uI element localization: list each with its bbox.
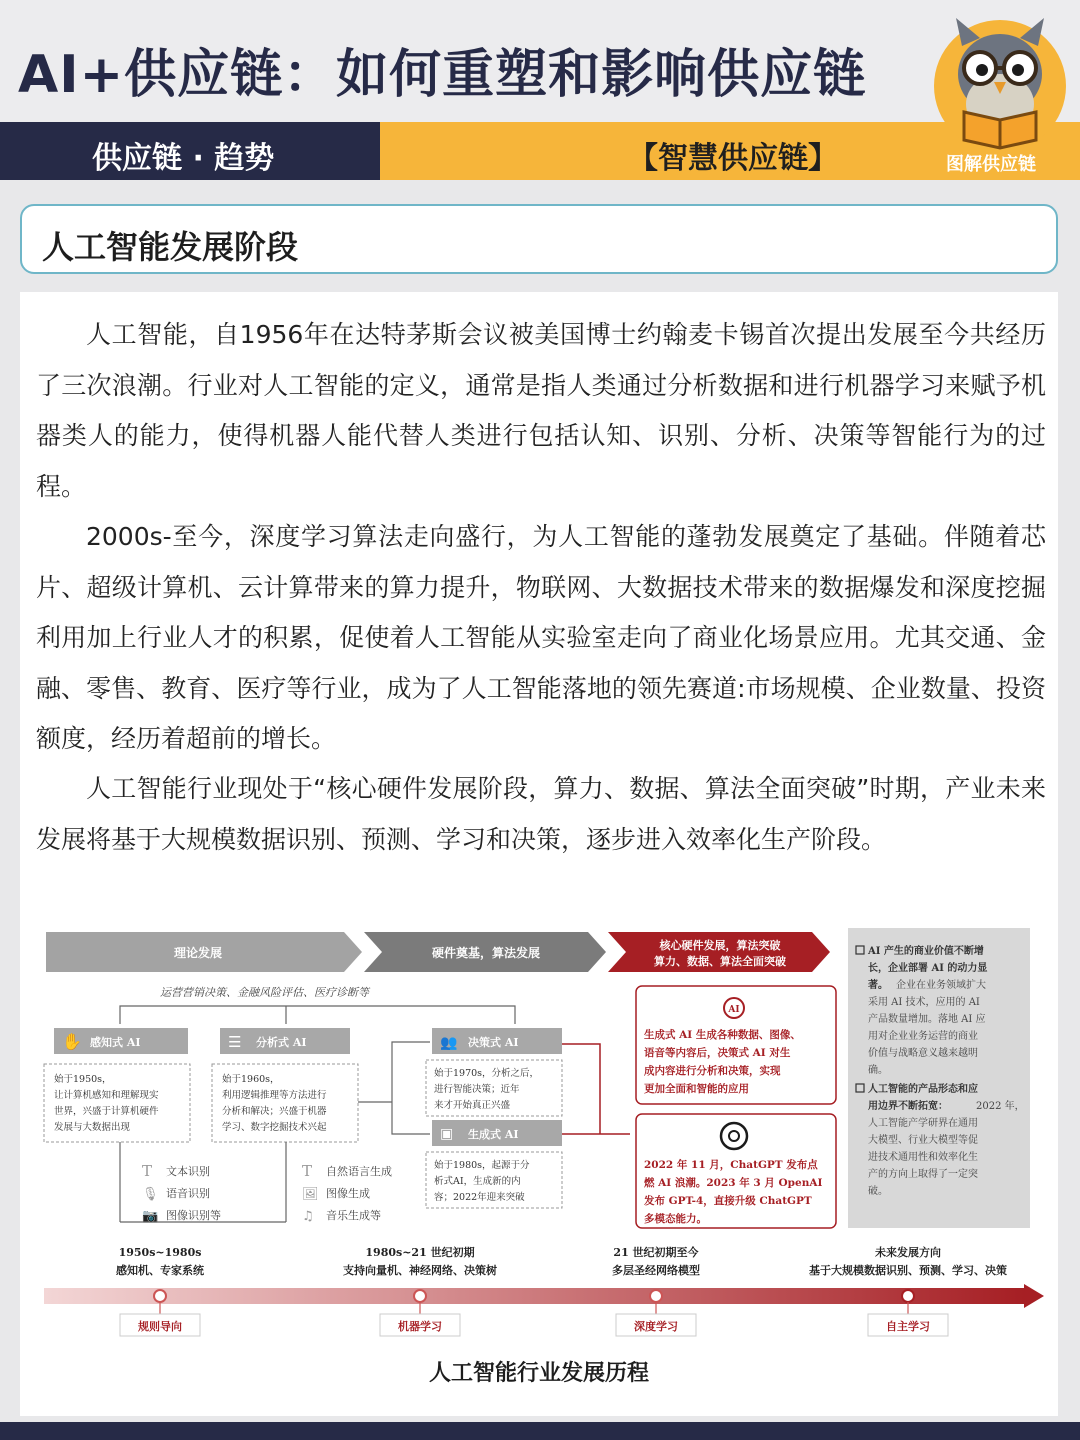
timeline-arrowhead	[1024, 1284, 1044, 1308]
section-header	[20, 204, 1058, 274]
analysis-ai-label: 分析式 AI	[256, 1036, 307, 1049]
text-icon-2: T	[302, 1162, 313, 1180]
red-box-1-line-2: 语音等内容后，决策式 AI 对生	[644, 1047, 791, 1059]
red-box-2-line-1: 2022 年 11 月，ChatGPT 发布点	[644, 1159, 818, 1171]
generative-ai-desc-1: 始于1980s，起源于分	[434, 1160, 530, 1171]
timeline-tech-3: 多层圣经网络模型	[612, 1264, 700, 1277]
microphone-icon: 🎙	[142, 1187, 159, 1202]
analysis-ai-desc-2: 利用逻辑推理等方法进行	[222, 1090, 327, 1101]
paragraph-3: 人工智能行业现处于“核心硬件发展阶段，算力、数据、算法全面突破”时期，产业未来发展将基于大规模数据识别、预测、学习和决策，逐步进入效率化生产阶段。	[36, 774, 1046, 854]
side-note-1-body-6: 确。	[868, 1065, 888, 1076]
side-note-2-bold-1: 人工智能的产品形态和应	[868, 1084, 978, 1095]
side-note-2-bold-2: 用边界不断拓宽：	[868, 1101, 948, 1112]
analysis-ai-desc-3: 分析和解决；兴盛于机器	[222, 1106, 327, 1117]
text-recognition: 文本识别	[166, 1165, 210, 1178]
timeline-node-4	[902, 1290, 914, 1302]
timeline-tech-2: 支持向量机、神经网络、决策树	[343, 1264, 497, 1277]
phase-label-3a: 核心硬件发展，算法突破	[659, 939, 781, 952]
side-note-1-bold-2: 长，企业部署 AI 的动力显	[868, 963, 988, 974]
paragraph-1: 人工智能，自1956年在达特茅斯会议被美国博士约翰麦卡锡首次提出发展至今共经历了三次浪潮。行业对人工智能的定义，通常是指人类通过分析数据和进行机器学习来赋予机器类人的能力，使得机器人能代替人类进行包括认知、识别、分析、决策等智能行为的过程。	[36, 320, 1046, 501]
red-box-2-line-4: 多模态能力。	[644, 1213, 707, 1225]
image-generation-label: 图像生成	[326, 1187, 370, 1200]
to-red-connector	[562, 1044, 630, 1134]
generative-ai-label: 生成式 AI	[468, 1128, 519, 1141]
side-note-2-body-5: 产的方向上取得了一定突	[868, 1169, 978, 1180]
camera-icon: 📷	[142, 1209, 159, 1224]
stage-label-2: 机器学习	[398, 1320, 442, 1333]
music-icon: ♫	[302, 1209, 314, 1224]
perception-ai-desc-1: 始于1950s，	[54, 1074, 112, 1085]
side-note-2-body-3: 大模型、行业大模型等促	[868, 1135, 978, 1146]
applications-label: 运营营销决策、金融风险评估、医疗诊断等	[160, 986, 369, 999]
phase-label-2: 硬件奠基，算法发展	[431, 946, 541, 960]
red-box-1-line-1: 生成式 AI 生成各种数据、图像、	[644, 1029, 801, 1041]
perception-ai-desc-4: 发展与大数据出现	[54, 1122, 131, 1133]
logo-caption: 图解供应链	[946, 154, 1036, 175]
perception-ai-label: 感知式 AI	[90, 1036, 141, 1049]
red-box-2-line-2: 燃 AI 浪潮。2023 年 3 月 OpenAI	[644, 1177, 823, 1189]
perception-ai-desc-3: 世界，兴盛于计算机硬件	[54, 1106, 159, 1117]
generative-ai-desc-3: 容；2022年迎来突破	[434, 1192, 525, 1203]
paragraph-2: 2000s-至今，深度学习算法走向盛行，为人工智能的蓬勃发展奠定了基础。伴随着芯片、超级计算机、云计算带来的算力提升，物联网、大数据技术带来的数据爆发和深度挖掘利用加上行业人才的积累，促使着人工智能从实验室走向了商业化场景应用。尤其交通、金融、零售、教育、医疗等行业，成为了人工智能落地的领先赛道:市场规模、企业数量、投资额度，经历着超前的增长。	[36, 522, 1046, 753]
timeline-node-2	[414, 1290, 426, 1302]
perception-ai-desc-2: 让计算机感知和理解现实	[54, 1090, 159, 1101]
application-bracket	[120, 1006, 515, 1024]
image-recognition: 图像识别等	[166, 1209, 221, 1222]
timeline-node-3	[650, 1290, 662, 1302]
side-note-1-body-3: 产品数量增加。落地 AI 应	[868, 1014, 986, 1025]
decision-ai-desc-1: 始于1970s，分析之后，	[434, 1068, 540, 1079]
nlg-label: 自然语言生成	[326, 1165, 392, 1178]
text-icon: T	[142, 1162, 153, 1180]
column-label: 【智慧供应链】	[628, 141, 838, 176]
timeline-tech-1: 感知机、专家系统	[116, 1264, 204, 1277]
article-body	[20, 292, 1058, 1416]
decision-ai-label: 决策式 AI	[468, 1036, 519, 1049]
page-title: AI+供应链：如何重塑和影响供应链	[18, 45, 867, 105]
side-note-1-body-1: 企业在业务领域扩大	[896, 980, 986, 991]
side-note-1-bold-1: AI 产生的商业价值不断增	[868, 946, 984, 957]
timeline-era-2: 1980s~21 世纪初期	[365, 1246, 475, 1259]
timeline-bar	[44, 1288, 1024, 1304]
analysis-ai-desc-1: 始于1960s，	[222, 1074, 280, 1085]
timeline-era-1: 1950s~1980s	[118, 1246, 202, 1259]
timeline-era-4: 未来发展方向	[875, 1246, 941, 1259]
decision-ai-desc-2: 进行智能决策；近年	[434, 1084, 520, 1095]
image-icon: 🖼	[302, 1187, 319, 1202]
perception-ai-icon: ✋	[62, 1032, 82, 1051]
timeline-tech-4: 基于大规模数据识别、预测、学习、决策	[809, 1264, 1007, 1277]
footer-strip	[0, 1422, 1080, 1440]
side-note-1-body-2: 采用 AI 技术，应用的 AI	[868, 997, 980, 1008]
picture-icon: ▣	[440, 1126, 454, 1142]
diagram-caption: 人工智能行业发展历程	[428, 1361, 650, 1386]
category-label: 供应链 · 趋势	[92, 141, 275, 176]
section-title: 人工智能发展阶段	[42, 228, 299, 266]
decision-ai-desc-3: 来才开始真正兴盛	[434, 1100, 511, 1111]
phase-label-3b: 算力、数据、算法全面突破	[654, 955, 786, 968]
phase-label-1: 理论发展	[173, 946, 223, 960]
red-box-1-line-3: 成内容进行分析和决策，实现	[644, 1065, 781, 1077]
red-box-2-line-3: 发布 GPT-4，直接升级 ChatGPT	[644, 1195, 812, 1207]
analysis-ai-desc-4: 学习、数字挖掘技术兴起	[222, 1122, 327, 1133]
stage-label-3: 深度学习	[634, 1320, 678, 1333]
side-note-2-body-1: 2022 年，	[976, 1101, 1025, 1112]
list-icon: ☰	[228, 1033, 242, 1051]
side-note-2-body-4: 进技术通用性和效率化生	[868, 1152, 978, 1163]
decision-connector	[358, 1042, 430, 1134]
speech-recognition: 语音识别	[166, 1187, 210, 1200]
people-icon: 👥	[440, 1035, 458, 1051]
side-note-1-body-5: 价值与战略意义越来越明	[868, 1048, 978, 1059]
ai-chip-icon-text: AI	[728, 1005, 740, 1015]
timeline-era-3: 21 世纪初期至今	[613, 1246, 699, 1259]
timeline-node-1	[154, 1290, 166, 1302]
red-box-1-line-4: 更加全面和智能的应用	[644, 1083, 749, 1095]
stage-label-1: 规则导向	[138, 1320, 182, 1333]
side-note-2-body-2: 人工智能产学研界在通用	[868, 1118, 978, 1129]
generative-ai-desc-2: 析式AI，生成新的内	[434, 1176, 521, 1187]
side-note-2-body-6: 破。	[868, 1186, 888, 1197]
side-note-1-bold-3: 著。	[868, 980, 888, 991]
stage-label-4: 自主学习	[886, 1320, 930, 1333]
side-note-1-body-4: 用对企业业务运营的商业	[868, 1031, 978, 1042]
ai-history-diagram	[20, 924, 1058, 1414]
music-generation-label: 音乐生成等	[326, 1209, 381, 1222]
